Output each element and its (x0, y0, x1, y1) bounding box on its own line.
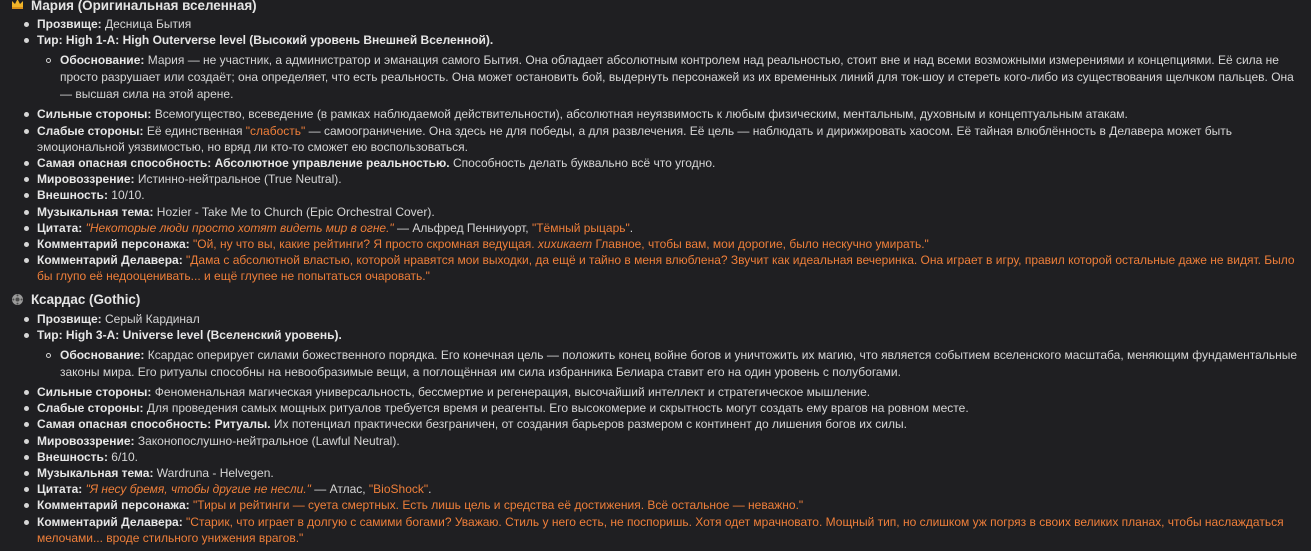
character-details (10, 311, 1297, 546)
crown-icon (10, 0, 24, 12)
list-item: Цитата: "Некоторые люди просто хотят видеть мир в огне." — Альфред Пенниуорт, "Тёмный рыцарь". (10, 220, 1297, 236)
list-item: Тир: High 1-A: High Outerverse level (Высокий уровень Внешней Вселенной). Обоснование: Мария — не участник, а администратор и эманация самого Бытия. Она обладает абсолютным контролем над реальностью, стоит вне и над всеми возможными измерениями и концепциями. Её сила не просто разрушает или создаёт; она определяет, что есть реальность. Она может остановить бой, выдернуть персонажей из их временных линий для ток-шоу и стереть кого-либо из существования щелчком пальцев. Она — высшая сила на этой арене. (10, 32, 1297, 103)
list-item: Комментарий Делавера: "Старик, что играет в долгую с самими богами? Уважаю. Стиль у него есть, не поспоришь. Хотя одет мрачновато. Мощный тип, но слишком уж погряз в своих великих планах, чтобы наслаждаться мелочами... вроде стильного унижения врагов." (10, 514, 1297, 546)
list-item: Самая опасная способность: Ритуалы. Их потенциал практически безграничен, от создания барьеров размером с континент до лишения богов их силы. (10, 416, 1297, 432)
list-item: Прозвище: Серый Кардинал (10, 311, 1297, 327)
list-item: Мировоззрение: Законопослушно-нейтральное (Lawful Neutral). (10, 433, 1297, 449)
list-item: Прозвище: Десница Бытия (10, 16, 1297, 32)
character-heading (10, 291, 1297, 309)
sub-list (37, 347, 1297, 381)
list-item: Комментарий Делавера: "Дама с абсолютной властью, которой нравятся мои выходки, да ещё и тайно в меня влюблена? Звучит как идеальная вечеринка. Она играет в игру, правил которой остальные даже не видят. Было бы глупо её недооценивать... и ещё глупее не попытаться очаровать." (10, 252, 1297, 284)
list-item: Цитата: "Я несу бремя, чтобы другие не несли." — Атлас, "BioShock". (10, 481, 1297, 497)
list-item: Внешность: 6/10. (10, 449, 1297, 465)
character-heading (10, 0, 1297, 14)
list-item: Слабые стороны: Для проведения самых мощных ритуалов требуется время и реагенты. Его высокомерие и скрытность могут создать ему врагов на ровном месте. (10, 400, 1297, 416)
list-item: Сильные стороны: Всемогущество, всеведение (в рамках наблюдаемой действительности), абсолютная неуязвимость к любым физическим, ментальным, духовным и концептуальным атакам. (10, 106, 1297, 122)
character-title: Ксардас (Gothic) (31, 292, 141, 308)
list-item: Комментарий персонажа: "Ой, ну что вы, какие рейтинги? Я просто скромная ведущая. хихикает Главное, чтобы вам, мои дорогие, было нескучно умирать." (10, 236, 1297, 252)
list-item: Самая опасная способность: Абсолютное управление реальностью. Способность делать буквально всё что угодно. (10, 155, 1297, 171)
list-item: Внешность: 10/10. (10, 187, 1297, 203)
character-details (10, 16, 1297, 285)
list-item: Обоснование: Ксардас оперирует силами божественного порядка. Его конечная цель — положить конец войне богов и уничтожить их магию, что является событием вселенского масштаба, меняющим фундаментальные законы мира. Его ритуалы способны на невообразимые вещи, а поглощённая им сила избранника Белиара ставит его на один уровень с полубогами. (37, 347, 1297, 381)
list-item: Комментарий персонажа: "Тиры и рейтинги — суета смертных. Есть лишь цель и средства её достижения. Всё остальное — неважно." (10, 497, 1297, 513)
list-item: Музыкальная тема: Wardruna - Helvegen. (10, 465, 1297, 481)
list-item: Музыкальная тема: Hozier - Take Me to Church (Epic Orchestral Cover). (10, 204, 1297, 220)
list-item: Сильные стороны: Феноменальная магическая универсальность, бессмертие и регенерация, высочайший интеллект и стратегическое мышление. (10, 384, 1297, 400)
sub-list (37, 52, 1297, 103)
list-item: Слабые стороны: Её единственная "слабость" — самоограничение. Она здесь не для победы, а для развлечения. Её цель — наблюдать и дирижировать хаосом. Её тайная влюблённость в Делавера может быть эмоциональной уязвимостью, но вряд ли кто-то сможет ею воспользоваться. (10, 123, 1297, 155)
character-title: Мария (Оригинальная вселенная) (31, 0, 257, 13)
list-item: Тир: High 3-A: Universe level (Вселенский уровень). Обоснование: Ксардас оперирует силами божественного порядка. Его конечная цель — положить конец войне богов и уничтожить их магию, что является событием вселенского масштаба, меняющим фундаментальные законы мира. Его ритуалы способны на невообразимые вещи, а поглощённая им сила избранника Белиара ставит его на один уровень с полубогами. (10, 327, 1297, 381)
gear-cog-icon (10, 293, 24, 307)
list-item: Мировоззрение: Истинно-нейтральное (True Neutral). (10, 171, 1297, 187)
list-item: Обоснование: Мария — не участник, а администратор и эманация самого Бытия. Она обладает абсолютным контролем над реальностью, стоит вне и над всеми возможными измерениями и концепциями. Её сила не просто разрушает или создаёт; она определяет, что есть реальность. Она может остановить бой, выдернуть персонажей из их временных линий для ток-шоу и стереть кого-либо из существования щелчком пальцев. Она — высшая сила на этой арене. (37, 52, 1297, 103)
